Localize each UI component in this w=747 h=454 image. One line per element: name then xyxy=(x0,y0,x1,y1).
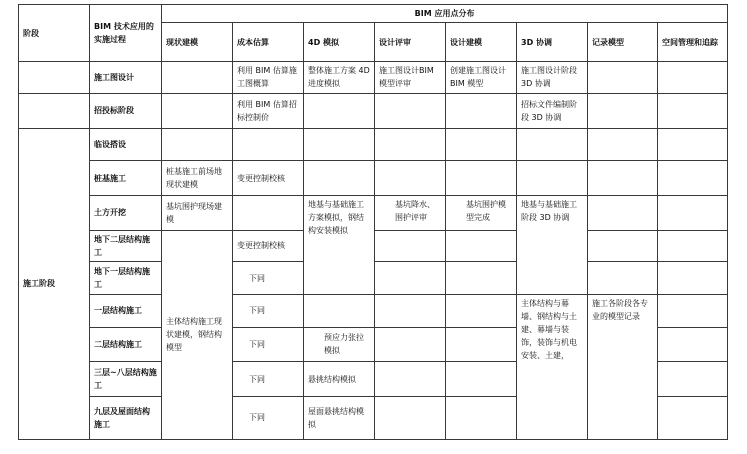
cell-empty xyxy=(588,195,658,230)
cell-empty xyxy=(446,294,517,327)
cell-model: 桩基施工前场地现状建模 xyxy=(162,161,233,196)
cell-empty xyxy=(304,161,375,196)
col-header-record-model: 记录模型 xyxy=(588,23,658,62)
cell-empty xyxy=(588,128,658,161)
col-header-cost-estimation: 成本估算 xyxy=(233,23,304,62)
col-header-design-review: 设计评审 xyxy=(375,23,446,62)
cell-4d: 地基与基础施工方案模拟，钢结构安装模拟 xyxy=(304,195,375,294)
col-header-3d-coordination: 3D 协调 xyxy=(517,23,588,62)
cell-empty xyxy=(446,161,517,196)
row-label: 桩基施工 xyxy=(90,161,162,196)
cell-empty xyxy=(233,195,304,230)
table-row xyxy=(19,294,728,327)
cell-empty xyxy=(658,93,728,128)
table-row xyxy=(19,128,728,161)
cell-empty xyxy=(588,161,658,196)
cell-cost: 下同 xyxy=(233,327,304,362)
cell-empty xyxy=(588,262,658,295)
cell-cost: 下同 xyxy=(233,294,304,327)
row-label: 施工图设计 xyxy=(90,62,162,94)
cell-cost: 利用 BIM 估算招标控制价 xyxy=(233,93,304,128)
cell-empty xyxy=(446,128,517,161)
cell-empty xyxy=(658,262,728,295)
header-stage: 阶段 xyxy=(19,5,90,62)
cell-empty xyxy=(375,93,446,128)
cell-coord: 主体结构与幕墙、钢结构与土建、幕墙与装饰，装饰与机电安装、土建， xyxy=(517,294,588,439)
cell-empty xyxy=(233,128,304,161)
cell-empty xyxy=(517,128,588,161)
cell-empty xyxy=(304,294,375,327)
cell-empty xyxy=(446,230,517,262)
cell-cost: 利用 BIM 估算施工图概算 xyxy=(233,62,304,94)
cell-empty xyxy=(162,93,233,128)
cell-cost: 变更控制校核 xyxy=(233,161,304,196)
cell-empty xyxy=(446,262,517,295)
cell-stage-empty xyxy=(19,62,90,94)
cell-empty xyxy=(658,230,728,262)
row-label: 二层结构施工 xyxy=(90,327,162,362)
header-process: BIM 技术应用的实施过程 xyxy=(90,5,162,62)
cell-cost: 下同 xyxy=(233,396,304,439)
cell-4d: 整体施工方案 4D 进度模拟 xyxy=(304,62,375,94)
cell-empty xyxy=(446,93,517,128)
cell-empty xyxy=(658,62,728,94)
cell-stage-empty xyxy=(19,93,90,128)
cell-empty xyxy=(375,327,446,362)
cell-empty xyxy=(446,362,517,397)
cell-empty xyxy=(375,161,446,196)
cell-4d: 悬挑结构模拟 xyxy=(304,362,375,397)
cell-review: 基坑降水、围护评审 xyxy=(375,195,446,230)
cell-cost: 变更控制校核 xyxy=(233,230,304,262)
cell-review: 施工图设计BIM 模型评审 xyxy=(375,62,446,94)
cell-empty xyxy=(304,93,375,128)
cell-empty xyxy=(658,327,728,362)
col-header-space-management: 空间管理和追踪 xyxy=(658,23,728,62)
col-header-design-modeling: 设计建模 xyxy=(446,23,517,62)
row-label: 地下二层结构施工 xyxy=(90,230,162,262)
cell-cost: 下同 xyxy=(233,362,304,397)
cell-empty xyxy=(375,230,446,262)
cell-empty xyxy=(446,396,517,439)
cell-cost: 下同 xyxy=(233,262,304,295)
cell-empty xyxy=(375,262,446,295)
cell-empty xyxy=(375,362,446,397)
cell-design: 创建施工图设计 BIM 模型 xyxy=(446,62,517,94)
table-row xyxy=(19,195,728,230)
cell-empty xyxy=(446,327,517,362)
cell-4d: 预应力张拉模拟 xyxy=(304,327,375,362)
cell-model: 主体结构施工现状建模，钢结构模型 xyxy=(162,230,233,439)
cell-empty xyxy=(658,195,728,230)
col-header-current-modeling: 现状建模 xyxy=(162,23,233,62)
cell-empty xyxy=(588,93,658,128)
cell-empty xyxy=(658,128,728,161)
row-label: 临设搭设 xyxy=(90,128,162,161)
table-row xyxy=(19,93,728,128)
stage-construction: 施工阶段 xyxy=(19,128,90,439)
cell-empty xyxy=(375,294,446,327)
cell-model: 基坑围护现场建模 xyxy=(162,195,233,230)
cell-empty xyxy=(658,161,728,196)
cell-record: 施工各阶段各专业的模型记录 xyxy=(588,294,658,439)
cell-design: 基坑围护模型完成 xyxy=(446,195,517,230)
cell-empty xyxy=(304,128,375,161)
bim-application-table xyxy=(18,4,728,440)
cell-empty xyxy=(658,396,728,439)
row-label: 地下一层结构施工 xyxy=(90,262,162,295)
cell-coord: 招标文件编制阶段 3D 协调 xyxy=(517,93,588,128)
cell-empty xyxy=(375,128,446,161)
cell-empty xyxy=(375,396,446,439)
cell-empty xyxy=(658,294,728,327)
cell-empty xyxy=(162,128,233,161)
header-distribution: BIM 应用点分布 xyxy=(162,5,728,23)
cell-empty xyxy=(588,230,658,262)
col-header-4d-simulation: 4D 模拟 xyxy=(304,23,375,62)
cell-empty xyxy=(517,161,588,196)
row-label: 一层结构施工 xyxy=(90,294,162,327)
table-row xyxy=(19,161,728,196)
cell-coord: 地基与基础施工阶段 3D 协调 xyxy=(517,195,588,294)
cell-empty xyxy=(162,62,233,94)
row-label: 三层~八层结构施工 xyxy=(90,362,162,397)
cell-coord: 施工图设计阶段 3D 协调 xyxy=(517,62,588,94)
cell-empty xyxy=(588,62,658,94)
row-label: 土方开挖 xyxy=(90,195,162,230)
cell-4d: 屋面悬挑结构模拟 xyxy=(304,396,375,439)
row-label: 九层及屋面结构施工 xyxy=(90,396,162,439)
table-row xyxy=(19,62,728,94)
cell-empty xyxy=(658,362,728,397)
row-label: 招投标阶段 xyxy=(90,93,162,128)
